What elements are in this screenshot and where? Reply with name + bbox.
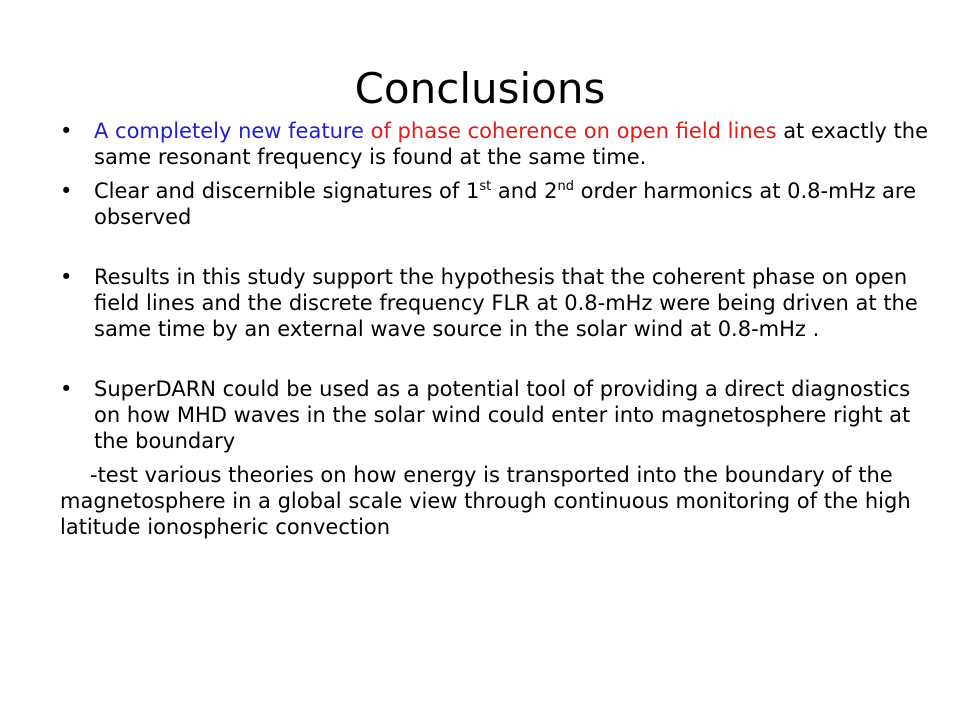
bullet-1-highlight-red: of phase coherence on open field lines — [370, 119, 777, 143]
slide-title: Conclusions — [354, 64, 606, 114]
bullet-2-text-part3: order harmonics at 0.8-mHz are observed — [94, 179, 917, 229]
bullet-2-text-part2: and 2 — [491, 179, 558, 203]
bullet-3-text: Results in this study support the hypothesis that the coherent phase on open field lines and the discrete frequency FLR at 0.8-mHz were being driven at the same time by an external wave source in the solar wind at 0.8-mHz . — [94, 265, 918, 341]
bullet-2-text-part1: Clear and discernible signatures of 1 — [94, 179, 480, 203]
slide-body — [60, 118, 940, 561]
bullet-item-3 — [60, 264, 940, 342]
bullet-glyph: • — [60, 119, 73, 143]
bullet-glyph: • — [60, 265, 73, 289]
bullet-glyph: • — [60, 179, 73, 203]
sub-paragraph: -test various theories on how energy is transported into the boundary of the magnetosphere in a global scale view through continuous monitoring of the high latitude ionospheric convection — [60, 463, 911, 539]
bullet-2-superscript-nd: nd — [557, 179, 574, 194]
bullet-item-1 — [60, 118, 940, 170]
bullet-4-text: SuperDARN could be used as a potential tool of providing a direct diagnostics on how MHD waves in the solar wind could enter into magnetosphere right at the boundary — [94, 377, 911, 453]
bullet-glyph: • — [60, 377, 73, 401]
bullet-item-2 — [60, 178, 940, 230]
bullet-2-superscript-st: st — [479, 179, 492, 194]
bullet-item-4 — [60, 376, 940, 454]
bullet-1-text: at exactly the same resonant frequency is found at the same time. — [94, 119, 928, 169]
bullet-1-highlight-blue: A completely new feature — [94, 119, 371, 143]
